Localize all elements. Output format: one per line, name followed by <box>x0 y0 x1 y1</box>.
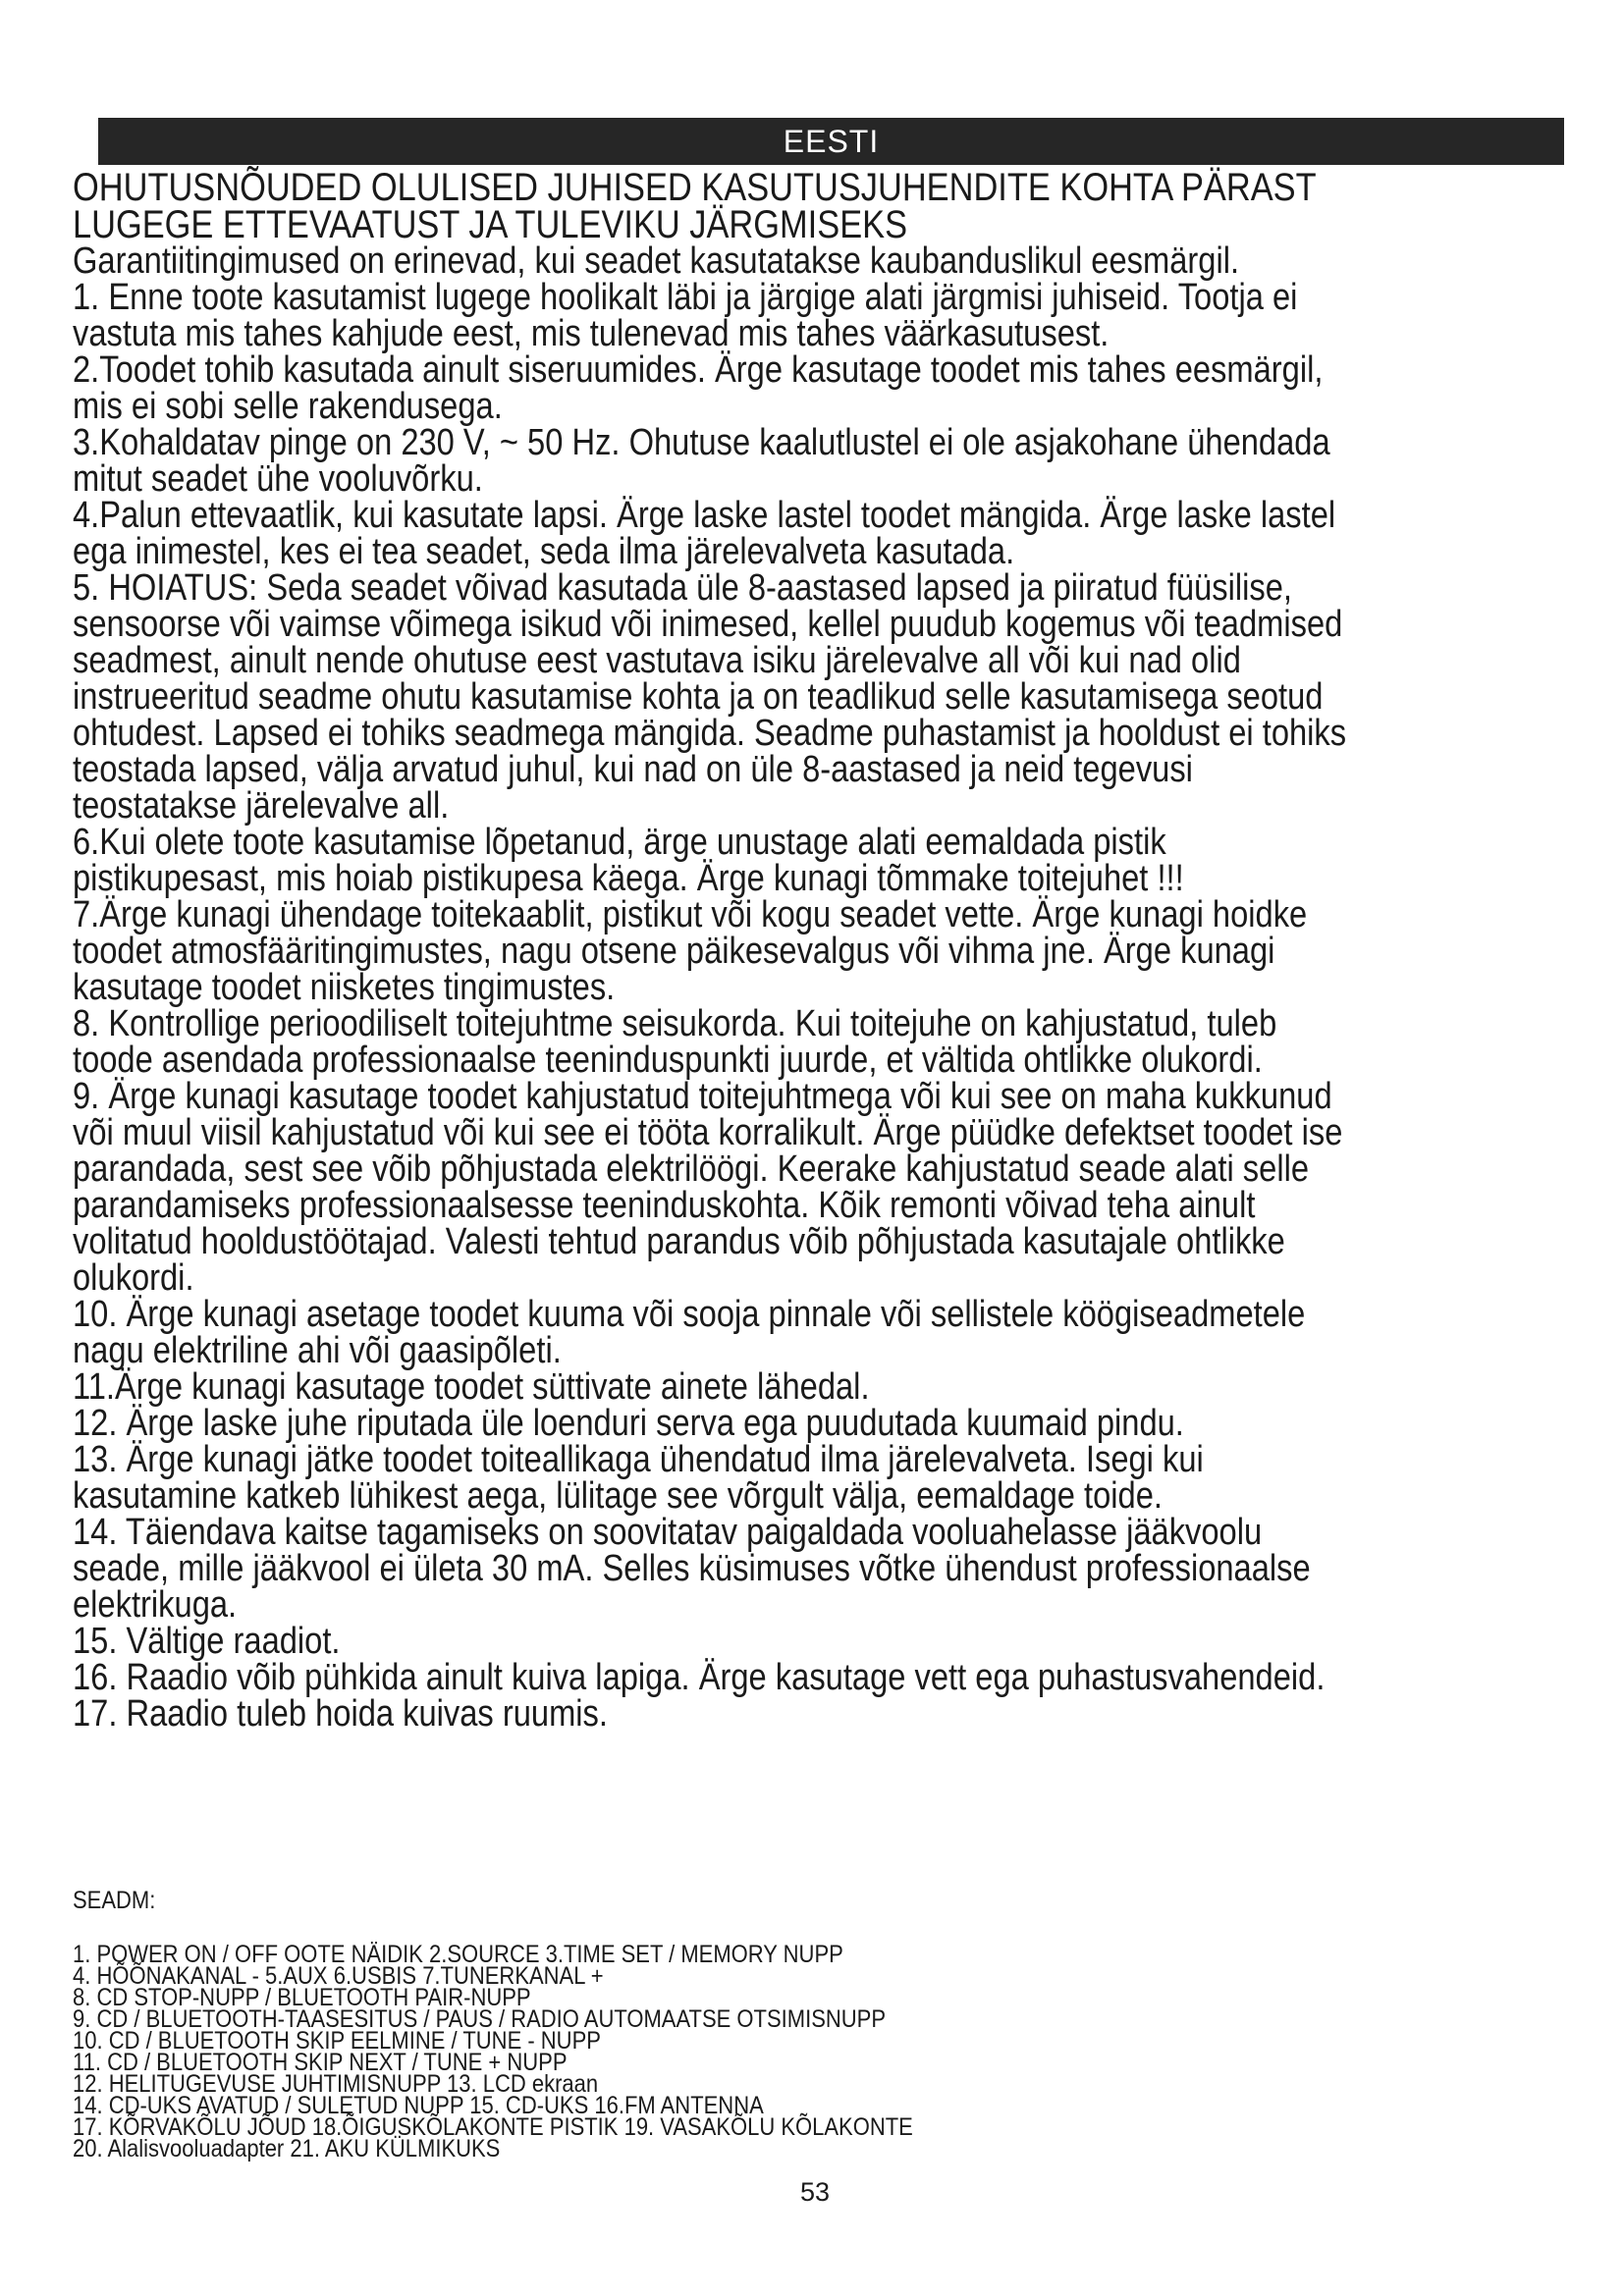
device-parts-line: 14. CD-UKS AVATUD / SULETUD NUPP 15. CD-UKS 16.FM ANTENNA <box>73 2092 764 2119</box>
page-number: 53 <box>799 2177 831 2207</box>
device-parts-section <box>73 1887 1282 2163</box>
safety-item-1: 1. Enne toote kasutamist lugege hoolikalt läbi ja järgige alati järgmisi juhiseid. Tootja ei vastuta mis tahes kahjude eest, mis tulenevad mis tahes väärkasutusest. <box>73 277 1298 354</box>
safety-item-15: 15. Vältige raadiot. <box>73 1621 341 1662</box>
safety-item-14: 14. Täiendava kaitse tagamiseks on soovitatav paigaldada vooluahelasse jääkvoolu seade, mille jääkvool ei ületa 30 mA. Selles küsimuses võtke ühendust professionaalse elektrikuga. <box>73 1512 1311 1626</box>
safety-item-6: 6.Kui olete toote kasutamise lõpetanud, ärge unustage alati eemaldada pistik pistikupesast, mis hoiab pistikupesa käega. Ärge kunagi tõmmake toitejuhet !!! <box>73 822 1184 899</box>
safety-item-2: 2.Toodet tohib kasutada ainult siseruumides. Ärge kasutage toodet mis tahes eesmärgil, mis ei sobi selle rakendusega. <box>73 349 1324 427</box>
safety-section <box>73 166 1365 1735</box>
device-parts-line: 11. CD / BLUETOOTH SKIP NEXT / TUNE + NUPP <box>73 2049 568 2076</box>
warranty-note: Garantiitingimused on erinevad, kui seadet kasutatakse kaubanduslikul eesmärgil. <box>73 240 1240 282</box>
safety-item-16: 16. Raadio võib pühkida ainult kuiva lapiga. Ärge kasutage vett ega puhastusvahendeid. <box>73 1657 1326 1698</box>
safety-item-5: 5. HOIATUS: Seda seadet võivad kasutada üle 8-aastased lapsed ja piiratud füüsilise, sensoorse või vaimse võimega isikud või inimesed, kellel puudub kogemus või teadmised seadmest, ainult nende ohutuse eest vastutava isiku järelevalve all või kui nad olid instrueeritud seadme ohutu kasutamise kohta ja on teadlikud selle kasutamisega seotud ohtudest. Lapsed ei tohiks seadmega mängida. Seadme puhastamist ja hooldust ei tohiks teostada lapsed, välja arvatud juhul, kui nad on üle 8-aastased ja neid tegevusi teostatakse järelevalve all. <box>73 567 1347 827</box>
section-title-line-1: OHUTUSNÕUDED OLULISED JUHISED KASUTUSJUHENDITE KOHTA PÄRAST <box>73 166 1317 209</box>
safety-item-11: 11.Ärge kunagi kasutage toodet süttivate ainete lähedal. <box>73 1366 870 1408</box>
safety-item-13: 13. Ärge kunagi jätke toodet toiteallikaga ühendatud ilma järelevalveta. Isegi kui kasutamine katkeb lühikest aega, lülitage see võrgult välja, eemaldage toide. <box>73 1439 1204 1517</box>
device-parts-line: 8. CD STOP-NUPP / BLUETOOTH PAIR-NUPP <box>73 1984 531 2011</box>
device-parts-line: 1. POWER ON / OFF OOTE NÄIDIK 2.SOURCE 3.TIME SET / MEMORY NUPP <box>73 1941 843 1968</box>
safety-item-4: 4.Palun ettevaatlik, kui kasutate lapsi. Ärge laske lastel toodet mängida. Ärge laske lastel ega inimestel, kes ei tea seadet, seda ilma järelevalveta kasutada. <box>73 495 1336 572</box>
section-title-line-2: LUGEGE ETTEVAATUST JA TULEVIKU JÄRGMISEKS <box>73 203 908 246</box>
language-banner: EESTI <box>98 118 1564 165</box>
safety-item-17: 17. Raadio tuleb hoida kuivas ruumis. <box>73 1693 608 1735</box>
device-parts-line: 4. HÕÕNAKANAL - 5.AUX 6.USBIS 7.TUNERKANAL + <box>73 1962 604 1990</box>
device-parts-line: 10. CD / BLUETOOTH SKIP EELMINE / TUNE - NUPP <box>73 2027 601 2055</box>
safety-item-8: 8. Kontrollige perioodiliselt toitejuhtme seisukorda. Kui toitejuhe on kahjustatud, tuleb toode asendada professionaalse teeninduspunkti juurde, et vältida ohtlikke olukordi. <box>73 1003 1277 1081</box>
device-parts-title: SEADM: <box>73 1887 156 1914</box>
safety-item-9: 9. Ärge kunagi kasutage toodet kahjustatud toitejuhtmega või kui see on maha kukkunud või muul viisil kahjustatud või kui see ei tööta korralikult. Ärge püüdke defektset toodet ise parandada, sest see võib põhjustada elektrilöögi. Keerake kahjustatud seade alati selle parandamiseks professionaalsesse teeninduskohta. Kõik remonti võivad teha ainult volitatud hooldustöötajad. Valesti tehtud parandus võib põhjustada kasutajale ohtlikke olukordi. <box>73 1076 1343 1299</box>
safety-item-3: 3.Kohaldatav pinge on 230 V, ~ 50 Hz. Ohutuse kaalutlustel ei ole asjakohane ühendada mitut seadet ühe vooluvõrku. <box>73 422 1330 500</box>
device-parts-line: 9. CD / BLUETOOTH-TAASESITUS / PAUS / RADIO AUTOMAATSE OTSIMISNUPP <box>73 2005 886 2033</box>
device-parts-line: 12. HELITUGEVUSE JUHTIMISNUPP 13. LCD ekraan <box>73 2070 599 2098</box>
safety-item-7: 7.Ärge kunagi ühendage toitekaablit, pistikut või kogu seadet vette. Ärge kunagi hoidke toodet atmosfääritingimustes, nagu otsene päikesevalgus või vihma jne. Ärge kunagi kasutage toodet niisketes tingimustes. <box>73 894 1308 1008</box>
safety-item-10: 10. Ärge kunagi asetage toodet kuuma või sooja pinnale või sellistele köögiseadmetele nagu elektriline ahi või gaasipõleti. <box>73 1294 1306 1371</box>
device-parts-line: 17. KÕRVAKÕLU JÕUD 18.ÕIGUSKÕLAKONTE PISTIK 19. VASAKÕLU KÕLAKONTE <box>73 2113 913 2141</box>
safety-item-12: 12. Ärge laske juhe riputada üle loenduri serva ega puudutada kuumaid pindu. <box>73 1403 1184 1444</box>
device-parts-line: 20. Alalisvooluadapter 21. AKU KÜLMIKUKS <box>73 2135 501 2163</box>
